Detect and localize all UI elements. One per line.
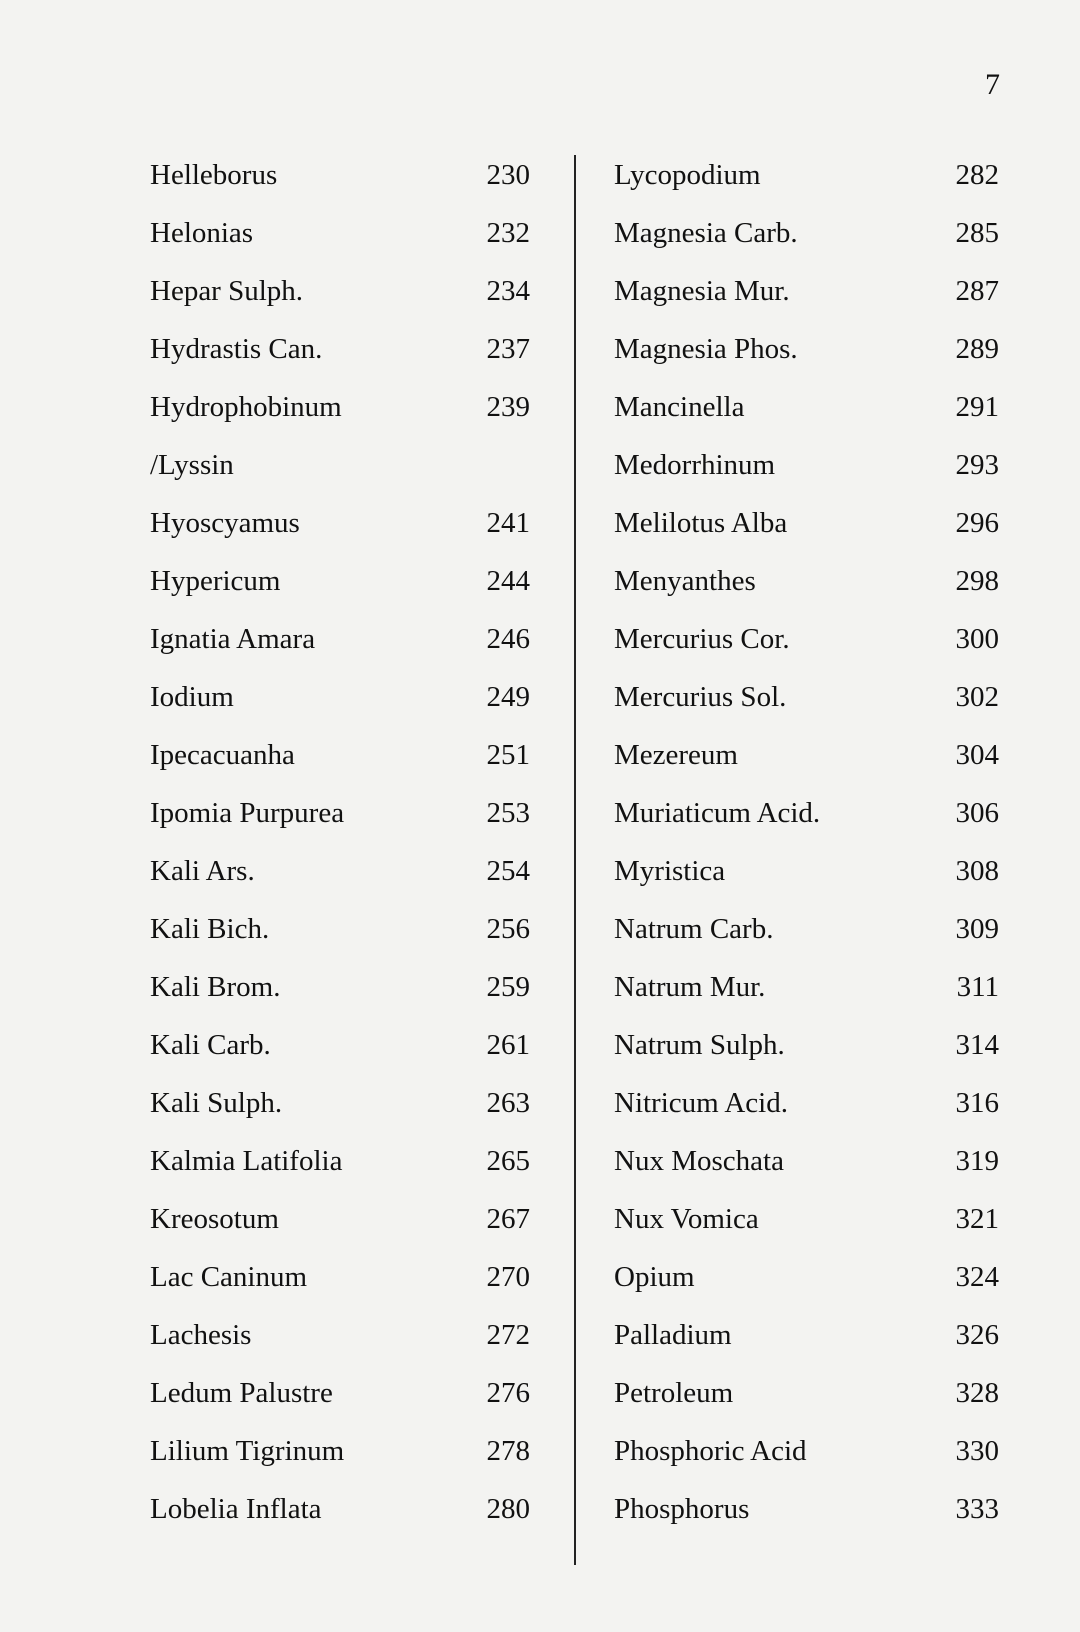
remedy-name: Helonias: [150, 217, 254, 249]
page-reference: 249: [486, 681, 530, 713]
remedy-name: Kali Ars.: [150, 855, 255, 887]
page-reference: 306: [955, 797, 999, 829]
index-entry: [150, 1078, 530, 1136]
remedy-name: Nux Moschata: [614, 1145, 784, 1177]
remedy-name: Opium: [614, 1261, 695, 1293]
index-entry: [150, 1484, 530, 1542]
index-entry: [614, 150, 999, 208]
remedy-name: Kali Carb.: [150, 1029, 271, 1061]
remedy-name: Medorrhinum: [614, 449, 776, 481]
index-entry: [614, 672, 999, 730]
remedy-name: Ignatia Amara: [150, 623, 316, 655]
remedy-name: Myristica: [614, 855, 726, 887]
index-entry: [614, 1194, 999, 1252]
remedy-name: Ledum Palustre: [150, 1377, 333, 1409]
index-entry: [614, 788, 999, 846]
page-reference: 241: [486, 507, 530, 539]
remedy-name: Hydrophobinum: [150, 391, 342, 423]
index-entry: [614, 266, 999, 324]
index-entry: [614, 846, 999, 904]
index-entry: [150, 266, 530, 324]
remedy-name: Lilium Tigrinum: [150, 1435, 345, 1467]
remedy-name: Lobelia Inflata: [150, 1493, 322, 1525]
remedy-name: Melilotus Alba: [614, 507, 788, 539]
remedy-name: Mezereum: [614, 739, 738, 771]
remedy-name: Magnesia Mur.: [614, 275, 790, 307]
remedy-name: Hepar Sulph.: [150, 275, 304, 307]
page-reference: 309: [955, 913, 999, 945]
remedy-name: Palladium: [614, 1319, 732, 1351]
index-entry: [614, 614, 999, 672]
remedy-name: Lycopodium: [614, 159, 761, 191]
page-reference: 234: [486, 275, 530, 307]
remedy-name: Natrum Mur.: [614, 971, 766, 1003]
remedy-name: Kreosotum: [150, 1203, 279, 1235]
remedy-name: Mercurius Sol.: [614, 681, 787, 713]
index-entry: [150, 846, 530, 904]
index-entry: [150, 1136, 530, 1194]
page-reference: 265: [486, 1145, 530, 1177]
index-entry: [150, 1252, 530, 1310]
page-reference: 244: [486, 565, 530, 597]
page-reference: 291: [955, 391, 999, 423]
index-entry: [614, 730, 999, 788]
remedy-name: Ipomia Purpurea: [150, 797, 345, 829]
page-reference: 319: [955, 1145, 999, 1177]
index-entry: [150, 1368, 530, 1426]
page-reference: 237: [486, 333, 530, 365]
page-reference: 259: [486, 971, 530, 1003]
remedy-name: Mancinella: [614, 391, 745, 423]
index-entry: [150, 1194, 530, 1252]
index-entry: [150, 1426, 530, 1484]
index-entry: [150, 208, 530, 266]
page-reference: 316: [955, 1087, 999, 1119]
remedy-name: Hydrastis Can.: [150, 333, 323, 365]
index-entry: [614, 382, 999, 440]
remedy-name: Mercurius Cor.: [614, 623, 790, 655]
index-entry: [614, 1484, 999, 1542]
index-entry: [614, 904, 999, 962]
page-reference: 321: [955, 1203, 999, 1235]
remedy-name: Ipecacuanha: [150, 739, 295, 771]
index-entry: [150, 614, 530, 672]
remedy-name: Petroleum: [614, 1377, 734, 1409]
page-reference: 232: [486, 217, 530, 249]
page-reference: 328: [955, 1377, 999, 1409]
remedy-name: Hyoscyamus: [150, 507, 300, 539]
index-entry: [614, 962, 999, 1020]
page-reference: 285: [955, 217, 999, 249]
page-reference: 280: [486, 1493, 530, 1525]
index-column-right: [614, 150, 999, 1542]
index-entry: [150, 498, 530, 556]
index-entry: [150, 150, 530, 208]
remedy-name: Kali Brom.: [150, 971, 281, 1003]
index-entry: [614, 498, 999, 556]
index-entry: [150, 382, 530, 440]
page-reference: 278: [486, 1435, 530, 1467]
page-reference: 296: [955, 507, 999, 539]
page-reference: 293: [955, 449, 999, 481]
page-reference: 246: [486, 623, 530, 655]
page-reference: 270: [486, 1261, 530, 1293]
index-entry: [150, 730, 530, 788]
page-reference: 314: [955, 1029, 999, 1061]
remedy-name: Iodium: [150, 681, 234, 713]
page-reference: 263: [486, 1087, 530, 1119]
page-number: 7: [985, 68, 1000, 101]
index-entry: [150, 672, 530, 730]
remedy-name: Lachesis: [150, 1319, 252, 1351]
remedy-name: Phosphoric Acid: [614, 1435, 807, 1467]
page-reference: 251: [486, 739, 530, 771]
index-entry: [614, 1426, 999, 1484]
page-reference: 261: [486, 1029, 530, 1061]
index-entry: [614, 1252, 999, 1310]
remedy-name: /Lyssin: [150, 449, 234, 481]
remedy-name: Kalmia Latifolia: [150, 1145, 343, 1177]
page-reference: 302: [955, 681, 999, 713]
page-reference: 300: [955, 623, 999, 655]
remedy-name: Kali Bich.: [150, 913, 270, 945]
page-reference: 267: [486, 1203, 530, 1235]
index-entry: [614, 440, 999, 498]
index-entry: [150, 1020, 530, 1078]
page-reference: 326: [955, 1319, 999, 1351]
page-reference: 304: [955, 739, 999, 771]
index-entry: [150, 1310, 530, 1368]
remedy-name: Helleborus: [150, 159, 278, 191]
index-entry: [150, 962, 530, 1020]
index-entry: [614, 556, 999, 614]
page-reference: 253: [486, 797, 530, 829]
page-reference: 308: [955, 855, 999, 887]
page-reference: 289: [955, 333, 999, 365]
remedy-name: Natrum Carb.: [614, 913, 774, 945]
index-entry: [614, 324, 999, 382]
page-reference: 276: [486, 1377, 530, 1409]
index-entry: [150, 324, 530, 382]
remedy-name: Menyanthes: [614, 565, 756, 597]
page-reference: 324: [955, 1261, 999, 1293]
page-reference: 256: [486, 913, 530, 945]
remedy-name: Lac Caninum: [150, 1261, 308, 1293]
remedy-name: Muriaticum Acid.: [614, 797, 821, 829]
remedy-name: Natrum Sulph.: [614, 1029, 785, 1061]
index-entry: [614, 1310, 999, 1368]
index-column-left: [150, 150, 530, 1542]
index-entry: [150, 788, 530, 846]
page-reference: 333: [955, 1493, 999, 1525]
page-reference: 282: [955, 159, 999, 191]
index-entry: [614, 1136, 999, 1194]
page-reference: 254: [486, 855, 530, 887]
index-entry: [614, 1368, 999, 1426]
remedy-name: Magnesia Phos.: [614, 333, 798, 365]
page-reference: 272: [486, 1319, 530, 1351]
column-divider: [574, 155, 576, 1565]
page-reference: 311: [956, 971, 999, 1003]
page-reference: 298: [955, 565, 999, 597]
remedy-name: Hypericum: [150, 565, 281, 597]
index-entry: [614, 1078, 999, 1136]
remedy-name: Kali Sulph.: [150, 1087, 283, 1119]
index-entry: [150, 904, 530, 962]
page-reference: 239: [486, 391, 530, 423]
remedy-name: Phosphorus: [614, 1493, 750, 1525]
page-reference: 230: [486, 159, 530, 191]
index-entry: [614, 1020, 999, 1078]
remedy-name: Magnesia Carb.: [614, 217, 798, 249]
page-reference: 287: [955, 275, 999, 307]
remedy-name: Nitricum Acid.: [614, 1087, 788, 1119]
page-reference: 330: [955, 1435, 999, 1467]
index-entry: [150, 440, 530, 498]
remedy-name: Nux Vomica: [614, 1203, 759, 1235]
index-entry: [150, 556, 530, 614]
index-entry: [614, 208, 999, 266]
